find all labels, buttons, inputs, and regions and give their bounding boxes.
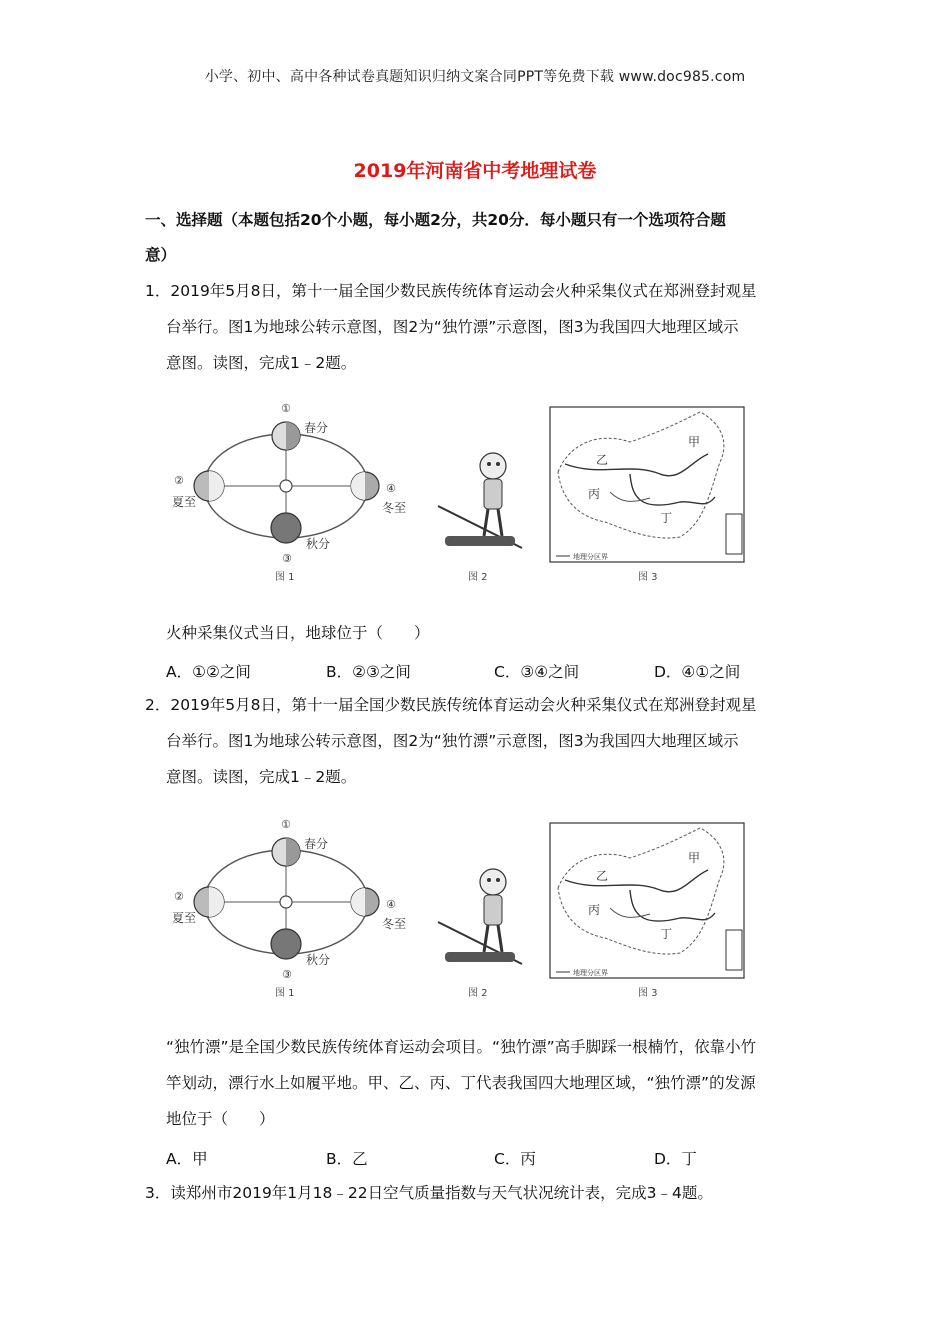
caption-fig2: 图 2	[468, 572, 488, 583]
q1-stem-line1: 1．2019年5月8日，第十一届全国少数民族传统体育运动会火种采集仪式在郑洲登封观星	[145, 282, 757, 300]
orbit-label-1: ①	[281, 402, 291, 415]
page-title: 2019年河南省中考地理试卷	[353, 160, 597, 182]
earth-orbit-diagram-2	[172, 818, 406, 999]
orbit-label-autumn: 秋分	[306, 953, 331, 967]
map-label-jia: 甲	[688, 435, 701, 449]
orbit-label-autumn: 秋分	[306, 537, 331, 551]
figure-svg-1	[160, 402, 760, 592]
sun-icon	[280, 896, 292, 908]
orbit-label-spring: 春分	[304, 837, 329, 851]
map-legend-text: 地理分区界	[573, 969, 608, 977]
section-heading-line1: 一、选择题（本题包括20个小题，每小题2分，共20分．每小题只有一个选项符合题	[145, 211, 726, 229]
q1-option-b[interactable]: B．②③之间	[326, 663, 411, 681]
map-label-yi: 乙	[596, 453, 609, 467]
orbit-label-winter: 冬至	[382, 501, 407, 515]
q2-question-line1: “独竹漂”是全国少数民族传统体育运动会项目。“独竹漂”高手脚踩一根楠竹，依靠小竹	[166, 1038, 757, 1056]
orbit-label-4: ④	[386, 482, 396, 495]
sun-icon	[280, 480, 292, 492]
caption-fig2: 图 2	[468, 988, 488, 999]
orbit-label-spring: 春分	[304, 421, 329, 435]
section-heading-line2: 意）	[145, 246, 177, 264]
bamboo-rafting-illustration	[438, 453, 522, 583]
q1-options	[166, 660, 766, 684]
orbit-label-3: ③	[282, 968, 292, 981]
map-label-ding: 丁	[660, 511, 673, 525]
map-label-jia: 甲	[688, 851, 701, 865]
china-regions-map	[550, 407, 744, 583]
map-legend-text: 地理分区界	[573, 553, 608, 561]
q1-question: 火种采集仪式当日，地球位于（ ）	[166, 624, 430, 642]
map-label-yi: 乙	[596, 869, 609, 883]
orbit-label-3: ③	[282, 552, 292, 565]
earth-autumn-icon	[271, 929, 301, 959]
orbit-label-2: ②	[174, 890, 184, 903]
orbit-label-winter: 冬至	[382, 917, 407, 931]
q2-stem-line3: 意图。读图，完成1﹣2题。	[166, 768, 357, 786]
q2-option-b[interactable]: B．乙	[326, 1150, 368, 1168]
q2-option-c[interactable]: C．丙	[494, 1150, 536, 1168]
q1-option-c[interactable]: C．③④之间	[494, 663, 580, 681]
caption-fig1: 图 1	[275, 988, 295, 999]
orbit-label-summer: 夏至	[172, 911, 197, 925]
q2-option-d[interactable]: D．丁	[654, 1150, 697, 1168]
site-header: 小学、初中、高中各种试卷真题知识归纳文案合同PPT等免费下载 www.doc985.com	[204, 69, 746, 85]
q1-option-a[interactable]: A．①②之间	[166, 663, 251, 681]
bamboo-rafting-illustration-2	[438, 869, 522, 999]
figure-group-1	[160, 402, 760, 592]
caption-fig3: 图 3	[638, 572, 658, 583]
caption-fig3: 图 3	[638, 988, 658, 999]
earth-orbit-diagram	[172, 402, 406, 583]
map-label-bing: 丙	[588, 903, 601, 917]
q2-question-line3: 地位于（ ）	[166, 1110, 275, 1128]
earth-autumn-icon	[271, 513, 301, 543]
q2-stem-line1: 2．2019年5月8日，第十一届全国少数民族传统体育运动会火种采集仪式在郑洲登封观星	[145, 696, 757, 714]
q1-stem-line3: 意图。读图，完成1﹣2题。	[166, 354, 357, 372]
china-regions-map-2	[550, 823, 744, 999]
orbit-label-4: ④	[386, 898, 396, 911]
q1-stem-line2: 台举行。图1为地球公转示意图，图2为“独竹漂”示意图，图3为我国四大地理区域示	[166, 318, 739, 336]
q2-options	[166, 1147, 766, 1171]
q1-option-d[interactable]: D．④①之间	[654, 663, 741, 681]
q3-stem: 3．读郑州市2019年1月18﹣22日空气质量指数与天气状况统计表，完成3﹣4题。	[145, 1184, 713, 1202]
map-label-ding: 丁	[660, 927, 673, 941]
q2-question-line2: 竿划动，漂行水上如履平地。甲、乙、丙、丁代表我国四大地理区域，“独竹漂”的发源	[166, 1074, 756, 1092]
map-label-bing: 丙	[588, 487, 601, 501]
orbit-label-summer: 夏至	[172, 495, 197, 509]
caption-fig1: 图 1	[275, 572, 295, 583]
orbit-label-1: ①	[281, 818, 291, 831]
q2-option-a[interactable]: A．甲	[166, 1150, 208, 1168]
figure-group-2	[160, 818, 760, 1008]
q2-stem-line2: 台举行。图1为地球公转示意图，图2为“独竹漂”示意图，图3为我国四大地理区域示	[166, 732, 739, 750]
figure-svg-2	[160, 818, 760, 1008]
orbit-label-2: ②	[174, 474, 184, 487]
